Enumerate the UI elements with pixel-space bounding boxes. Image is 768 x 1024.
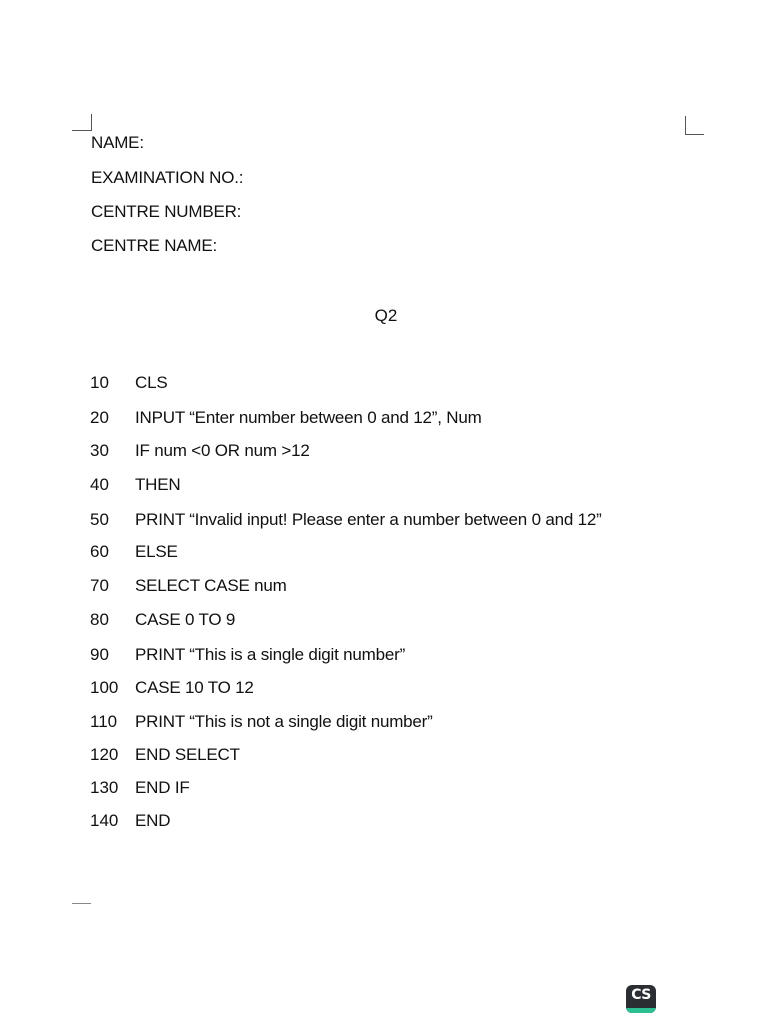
code-line <box>90 372 167 394</box>
line-text: CASE 0 TO 9 <box>135 610 236 629</box>
code-line <box>90 744 240 766</box>
line-number: 80 <box>90 610 109 629</box>
line-text: PRINT “Invalid input! Please enter a number between 0 and 12” <box>135 510 602 529</box>
code-line <box>90 644 405 666</box>
line-text: PRINT “This is not a single digit number” <box>135 712 433 731</box>
line-number: 130 <box>90 778 119 797</box>
code-line <box>90 810 170 832</box>
line-number: 10 <box>90 373 109 392</box>
centre-number-label: CENTRE NUMBER: <box>91 202 242 221</box>
line-number: 40 <box>90 475 109 494</box>
line-text: END IF <box>135 778 190 797</box>
line-number: 110 <box>90 712 118 731</box>
code-line <box>90 575 287 597</box>
logo-text: CS <box>631 987 651 1003</box>
centre-name-label: CENTRE NAME: <box>91 236 218 255</box>
code-line <box>90 541 178 563</box>
code-line <box>90 509 602 531</box>
name-label: NAME: <box>91 133 144 152</box>
crop-mark-top-left <box>91 114 92 131</box>
line-text: END SELECT <box>135 745 240 764</box>
line-text: ELSE <box>135 542 178 561</box>
line-number: 20 <box>90 408 109 427</box>
line-number: 120 <box>90 745 119 764</box>
line-number: 90 <box>90 645 109 664</box>
crop-mark-top-right <box>685 134 704 135</box>
line-number: 140 <box>90 811 119 830</box>
line-text: CLS <box>135 373 168 392</box>
question-title: Q2 <box>374 306 398 325</box>
crop-mark-top-left <box>72 130 92 131</box>
line-number: 30 <box>90 441 109 460</box>
code-line <box>90 677 254 699</box>
line-text: CASE 10 TO 12 <box>135 678 254 697</box>
code-line <box>90 777 190 799</box>
code-line <box>90 711 433 733</box>
code-line <box>90 440 310 462</box>
line-number: 100 <box>90 678 119 697</box>
line-number: 60 <box>90 542 109 561</box>
code-line <box>90 474 180 496</box>
examination-number-label: EXAMINATION NO.: <box>91 168 244 187</box>
line-text: INPUT “Enter number between 0 and 12”, Num <box>135 408 482 427</box>
line-text: PRINT “This is a single digit number” <box>135 645 406 664</box>
crop-mark-bottom-left <box>72 903 91 904</box>
line-text: THEN <box>135 475 181 494</box>
logo-stripe <box>626 1008 656 1013</box>
line-text: IF num <0 OR num >12 <box>135 441 310 460</box>
crop-mark-top-right <box>685 116 686 134</box>
line-text: END <box>135 811 171 830</box>
code-line <box>90 609 235 631</box>
line-number: 50 <box>90 510 109 529</box>
code-line <box>90 407 482 429</box>
camscanner-logo-icon <box>626 985 656 1013</box>
line-text: SELECT CASE num <box>135 576 287 595</box>
line-number: 70 <box>90 576 109 595</box>
